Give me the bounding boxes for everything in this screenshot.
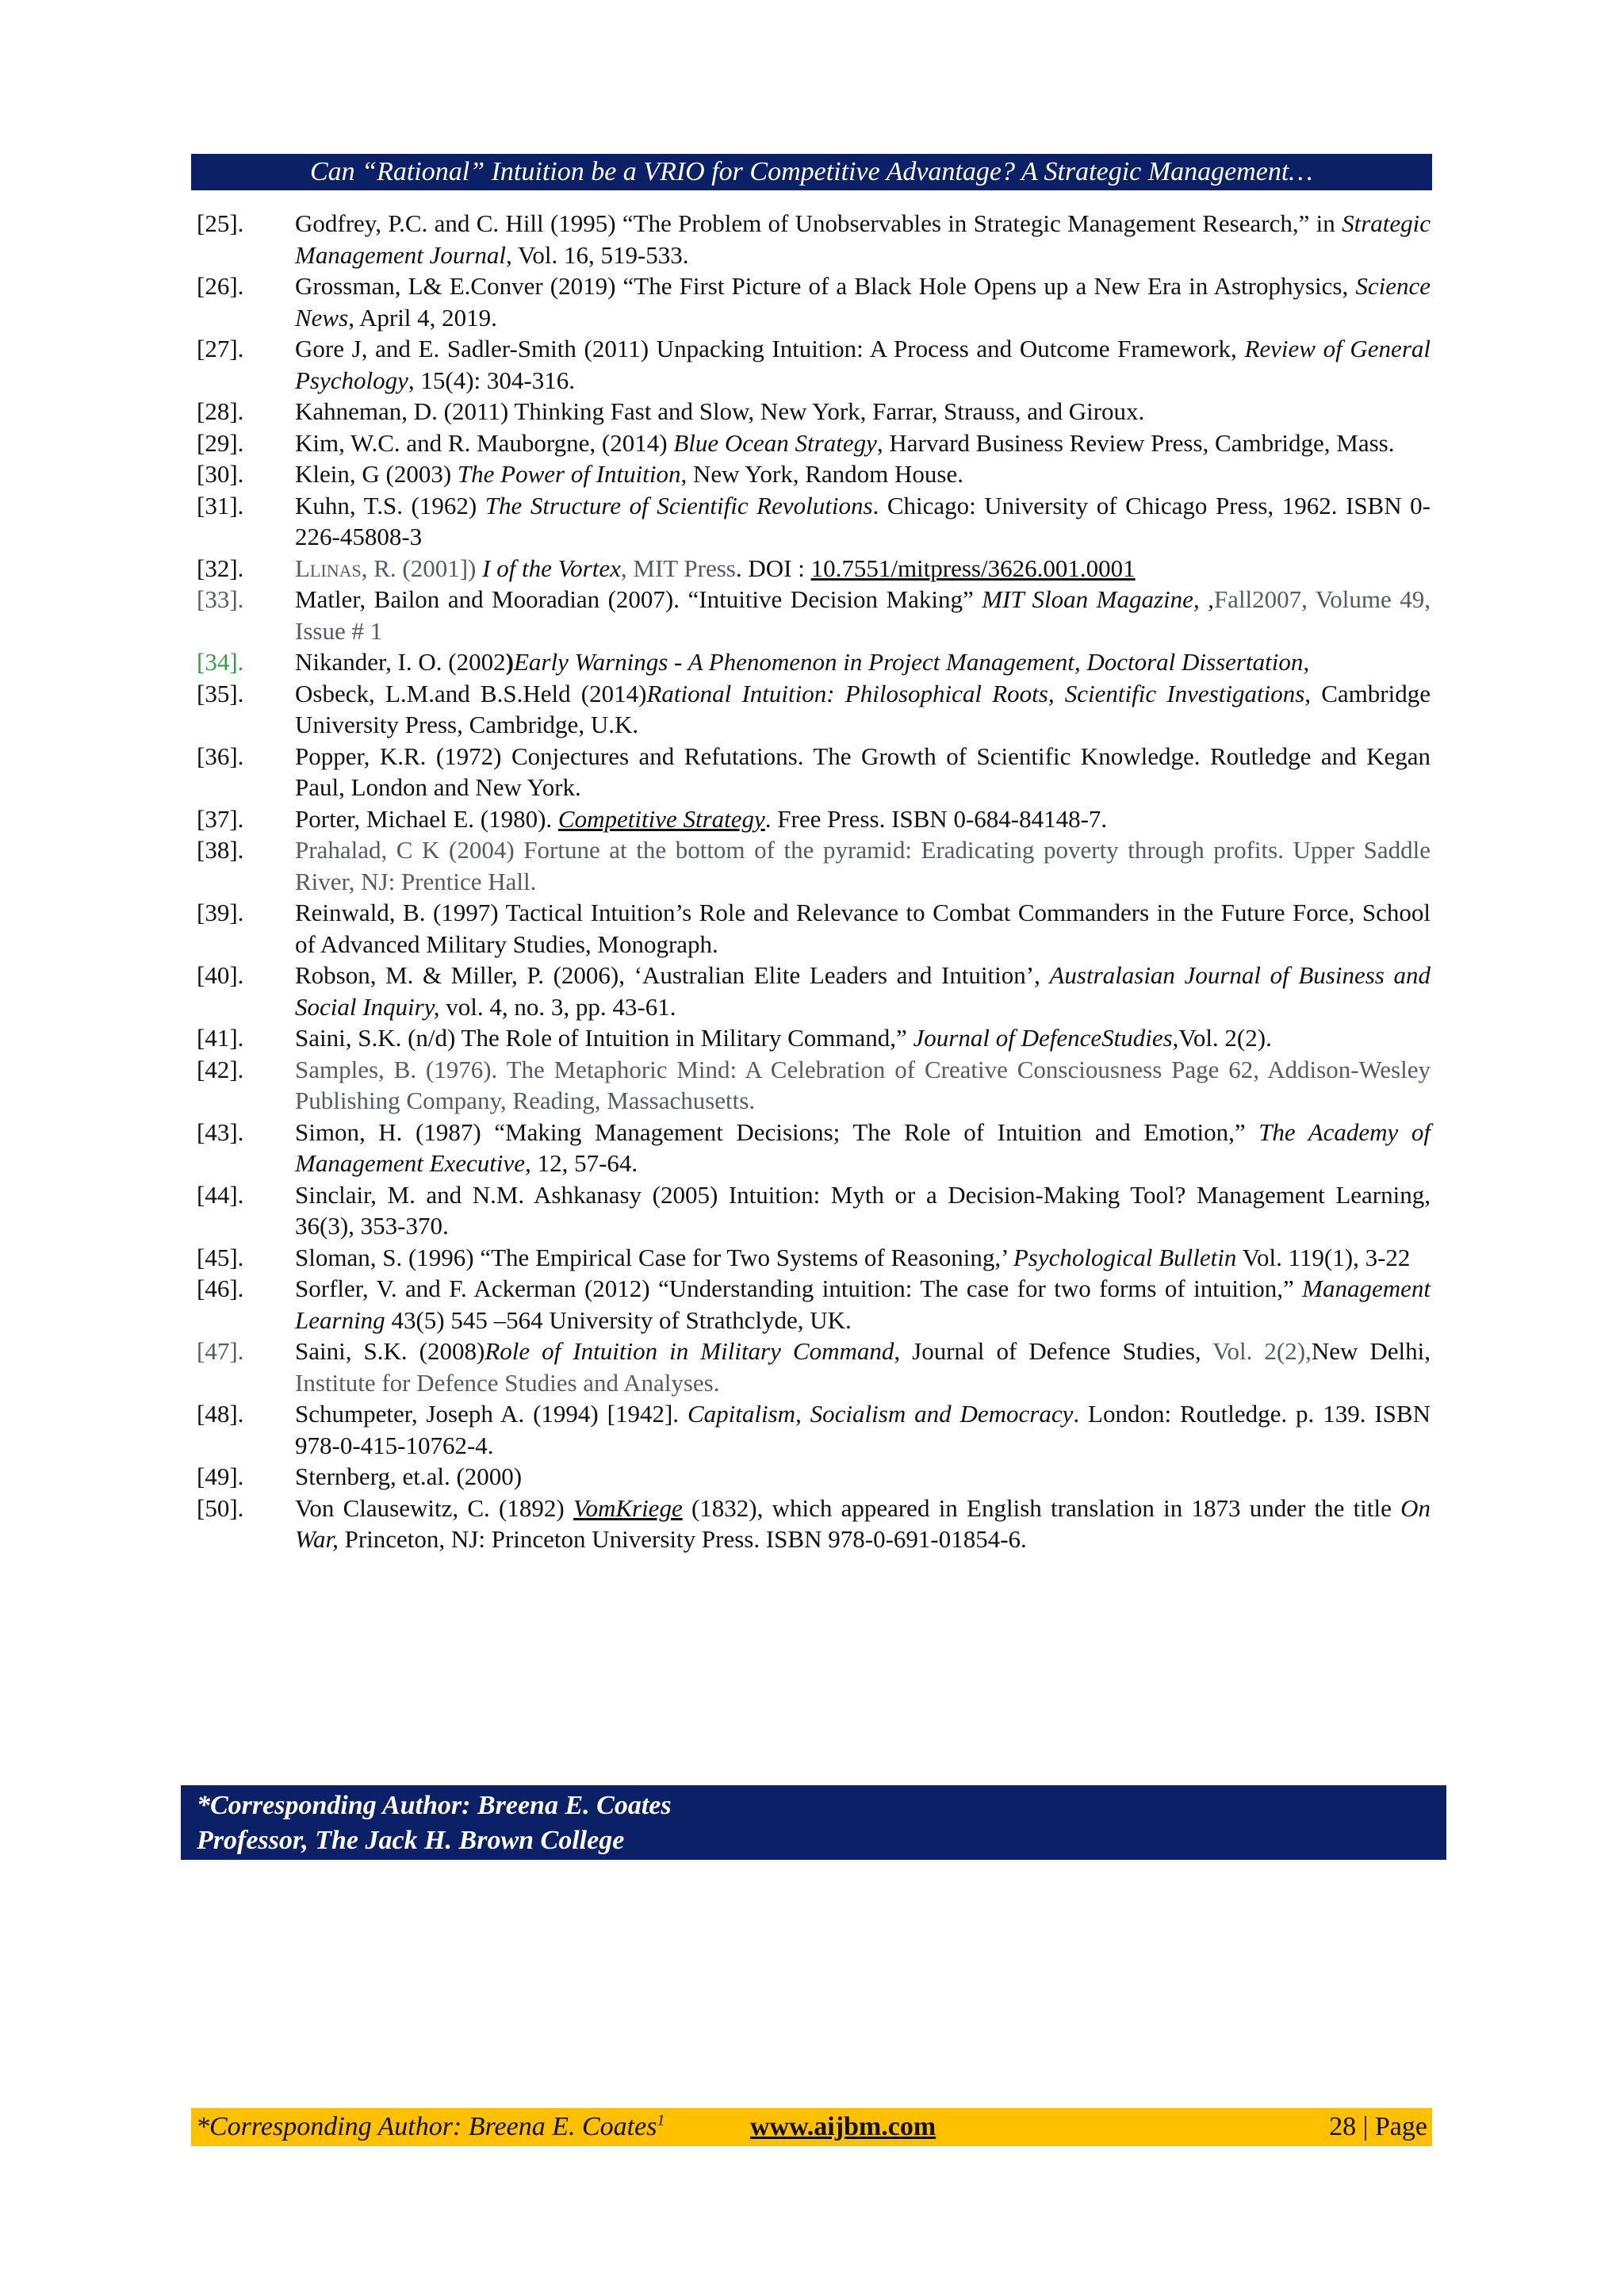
reference-text [295,1117,1431,1179]
reference-segment: The Structure of Scientific Revolutions [485,491,873,519]
reference-number: [29]. [197,428,244,457]
reference-item [197,1022,1431,1054]
reference-number: [50]. [197,1493,244,1522]
reference-item [197,208,1431,270]
reference-number: [36]. [197,742,244,770]
reference-text [295,553,1431,585]
reference-number: [30]. [197,460,244,488]
reference-text [295,333,1431,396]
reference-number: [44]. [197,1180,244,1209]
reference-segment: Robson, M. & Miller, P. (2006), ‘Australian Elite Leaders and Intuition’, [295,961,1050,989]
reference-link[interactable]: Competitive Strategy [557,804,765,833]
reference-item [197,1179,1431,1242]
reference-number: [37]. [197,804,244,833]
reference-number: [45]. [197,1243,244,1271]
reference-number: [38]. [197,836,244,864]
reference-number: [48]. [197,1400,244,1428]
reference-segment: Von Clausewitz, C. (1892) [295,1493,573,1522]
reference-item [197,741,1431,803]
reference-segment: Kim, W.C. and R. Mauborgne, (2014) [295,428,674,457]
corresponding-author-box [181,1785,1446,1860]
reference-number: [49]. [197,1462,244,1490]
reference-segment: , Vol. 16, 519-533. [506,240,689,269]
reference-text [295,741,1431,803]
reference-segment: The Power of Intuition [457,460,681,488]
footer-author [196,2108,665,2146]
reference-text [295,1336,1431,1398]
reference-segment: Fall2007, Volume 49, Issue # 1 [295,585,1431,645]
reference-item [197,396,1431,427]
reference-segment: Llinas [295,554,362,582]
reference-number: [27]. [197,335,244,362]
reference-text [295,1242,1431,1274]
reference-item [197,1273,1431,1336]
reference-segment: Vol. 119(1), 3-22 [1236,1243,1411,1271]
reference-segment: Kuhn, T.S. (1962) [295,491,485,519]
reference-item [197,1493,1431,1555]
reference-text [295,427,1431,459]
reference-segment: Psychological Bulletin [1013,1243,1237,1271]
reference-segment: The Academy of Management Executive, [295,1117,1431,1177]
reference-segment: Science News [295,272,1431,332]
footer-author-superscript: 1 [657,2111,665,2129]
reference-segment: Sternberg, et.al. (2000) [295,1462,523,1490]
reference-segment: Simon, H. (1987) “Making Management Decisions; The Role of Intuition and Emotion,” [295,1117,1259,1146]
page-footer [191,2108,1432,2146]
reference-link[interactable]: 10.7551/mitpress/3626.001.0001 [810,554,1136,582]
reference-segment: Schumpeter, Joseph A. (1994) [1942]. [295,1400,688,1428]
reference-item [197,458,1431,490]
reference-segment: Saini, S.K. (2008) [295,1337,485,1365]
footer-author-text: *Corresponding Author: Breena E. Coates [196,2112,657,2141]
reference-item [197,960,1431,1022]
running-header [191,154,1432,190]
reference-number: [39]. [197,899,244,926]
reference-item [197,646,1431,678]
reference-segment: Journal of DefenceStudies [913,1024,1173,1052]
reference-segment: Osbeck, L.M.and B.S.Held (2014) [295,679,647,707]
reference-item [197,427,1431,459]
reference-item [197,897,1431,960]
reference-number: [34]. [197,648,244,676]
reference-text [295,678,1431,741]
reference-item [197,1117,1431,1179]
reference-segment: Sloman, S. (1996) “The Empirical Case for Two Systems of Reasoning,’ [295,1243,1013,1271]
reference-segment: , MIT Press [620,554,736,582]
reference-text [295,646,1431,678]
reference-segment: Australasian Journal of Business and Social Inquiry, [295,961,1431,1021]
reference-segment: Sorfler, V. and F. Ackerman (2012) “Understanding intuition: The case for two forms of intuition,” [295,1274,1303,1302]
reference-segment: Prahalad, C K (2004) Fortune at the bottom of the pyramid: Eradicating poverty through profits. Upper Saddle River, NJ: Prentice Hall. [295,836,1431,895]
reference-item [197,584,1431,646]
reference-number: [47]. [197,1337,244,1365]
reference-text [295,1493,1431,1555]
reference-segment: Rational Intuition: Philosophical Roots, Scientific Investigations, [646,679,1312,707]
reference-item [197,803,1431,835]
reference-segment: Klein, G (2003) [295,460,458,488]
reference-segment: . Chicago: University of Chicago Press, 1962. ISBN 0-226-45808-3 [295,491,1431,550]
reference-segment: , New York, Random House. [680,460,963,488]
reference-segment: Review of General Psychology [295,335,1431,394]
reference-segment: Role of Intuition in Military Command [485,1337,894,1365]
reference-segment: I of the Vortex [482,554,621,582]
reference-segment: . Free Press. ISBN 0-684-84148-7. [764,804,1108,833]
reference-segment: Porter, Michael E. (1980). [295,804,558,833]
reference-segment: . London: Routledge. p. 139. ISBN 978-0-415-10762-4. [295,1400,1431,1459]
reference-text [295,834,1431,897]
reference-item [197,270,1431,333]
reference-link[interactable]: VomKriege [573,1493,683,1522]
reference-segment: On War, [295,1493,1431,1553]
reference-item [197,1242,1431,1274]
reference-segment: . DOI : [735,554,811,582]
reference-number: [35]. [197,679,244,707]
reference-segment: MIT Sloan Magazine, , [982,585,1214,613]
reference-number: [46]. [197,1274,244,1302]
reference-item [197,490,1431,553]
reference-number: [43]. [197,1117,244,1146]
reference-item [197,1054,1431,1117]
reference-text [295,1022,1431,1054]
reference-segment: vol. 4, no. 3, pp. 43-61. [439,992,676,1021]
reference-segment: Godfrey, P.C. and C. Hill (1995) “The Problem of Unobservables in Strategic Management Research,” in [295,209,1342,237]
corresponding-author-name: *Corresponding Author: Breena E. Coates [197,1791,672,1820]
reference-segment: (1832), which appeared in English translation in 1873 under the title [682,1493,1401,1522]
reference-segment: 43(5) 545 –564 University of Strathclyde, UK. [385,1305,852,1334]
reference-segment: Matler, Bailon and Mooradian (2007). “Intuitive Decision Making” [295,585,982,613]
reference-text [295,208,1431,270]
reference-text [295,270,1431,333]
reference-segment: Vol. 2(2), [1212,1337,1312,1365]
reference-segment: Blue Ocean Strategy [673,428,877,457]
reference-number: [42]. [197,1055,244,1083]
reference-number: [40]. [197,961,244,989]
reference-number: [28]. [197,397,244,425]
reference-text [295,396,1431,427]
reference-segment: Cambridge University Press, Cambridge, U.K. [295,679,1431,738]
reference-text [295,458,1431,490]
reference-text [295,960,1431,1022]
footer-page-number: 28 | Page [1329,2112,1427,2141]
reference-text [295,490,1431,553]
footer-website-link[interactable]: www.aijbm.com [750,2112,936,2141]
reference-segment: Capitalism, Socialism and Democracy [687,1400,1074,1428]
reference-text [295,897,1431,960]
running-header-title: Can “Rational” Intuition be a VRIO for Competitive Advantage? A Strategic Management… [310,157,1313,186]
reference-segment: Popper, K.R. (1972) Conjectures and Refutations. The Growth of Scientific Knowledge. Routledge and Kegan Paul, London and New York. [295,742,1431,801]
reference-segment: Nikander, I. O. (2002 [295,648,506,676]
reference-item [197,834,1431,897]
reference-segment: New Delhi, [1311,1337,1431,1365]
reference-segment: ,Vol. 2(2). [1172,1024,1272,1052]
reference-segment: Kahneman, D. (2011) Thinking Fast and Slow, New York, Farrar, Strauss, and Giroux. [295,397,1145,425]
reference-segment: Gore J, and E. Sadler-Smith (2011) Unpacking Intuition: A Process and Outcome Framework, [295,335,1245,362]
reference-segment: , April 4, 2019. [348,303,497,332]
corresponding-author-affiliation: Professor, The Jack H. Brown College [197,1826,625,1855]
reference-segment: Strategic Management Journal [295,209,1431,269]
reference-item [197,1398,1431,1461]
reference-segment: Early Warnings - A Phenomenon in Project Management, Doctoral Dissertation, [513,648,1310,676]
reference-segment: Saini, S.K. (n/d) The Role of Intuition in Military Command,” [295,1024,914,1052]
reference-number: [41]. [197,1024,244,1052]
reference-text [295,1054,1431,1117]
reference-text [295,1398,1431,1461]
reference-segment: Samples, B. (1976). The Metaphoric Mind: A Celebration of Creative Consciousness Page 62, Addison-Wesley Publishing Company, Reading, Massachusetts. [295,1055,1431,1114]
reference-number: [26]. [197,272,244,300]
reference-item [197,1336,1431,1398]
reference-segment: , Journal of Defence Studies, [894,1337,1213,1365]
reference-segment: 12, 57-64. [530,1149,638,1177]
reference-segment: Princeton, NJ: Princeton University Press. ISBN 978-0-691-01854-6. [338,1525,1027,1553]
reference-text [295,1273,1431,1336]
reference-segment: ) [505,648,514,676]
reference-text [295,1179,1431,1242]
reference-text [295,584,1431,646]
reference-segment: Management Learning [295,1274,1431,1334]
reference-number: [33]. [197,585,244,613]
reference-item [197,333,1431,396]
reference-segment: , Harvard Business Review Press, Cambridge, Mass. [876,428,1395,457]
reference-text [295,1461,1431,1493]
reference-text [295,803,1431,835]
reference-number: [31]. [197,491,244,519]
reference-segment: Reinwald, B. (1997) Tactical Intuition’s Role and Relevance to Combat Commanders in the Future Force, School of Advanced Military Studies, Monograph. [295,899,1431,958]
reference-item [197,678,1431,741]
reference-item [197,1461,1431,1493]
reference-number: [25]. [197,209,244,237]
reference-segment: Sinclair, M. and N.M. Ashkanasy (2005) Intuition: Myth or a Decision-Making Tool? Management Learning, 36(3), 353-370. [295,1180,1431,1240]
reference-item [197,553,1431,585]
reference-list [197,208,1431,1555]
reference-segment: , R. (2001]) [361,554,483,582]
reference-segment: , 15(4): 304-316. [408,366,575,394]
reference-segment: Grossman, L& E.Conver (2019) “The First Picture of a Black Hole Opens up a New Era in Astrophysics, [295,272,1356,300]
reference-segment: Institute for Defence Studies and Analyses. [295,1368,720,1397]
reference-number: [32]. [197,554,244,582]
